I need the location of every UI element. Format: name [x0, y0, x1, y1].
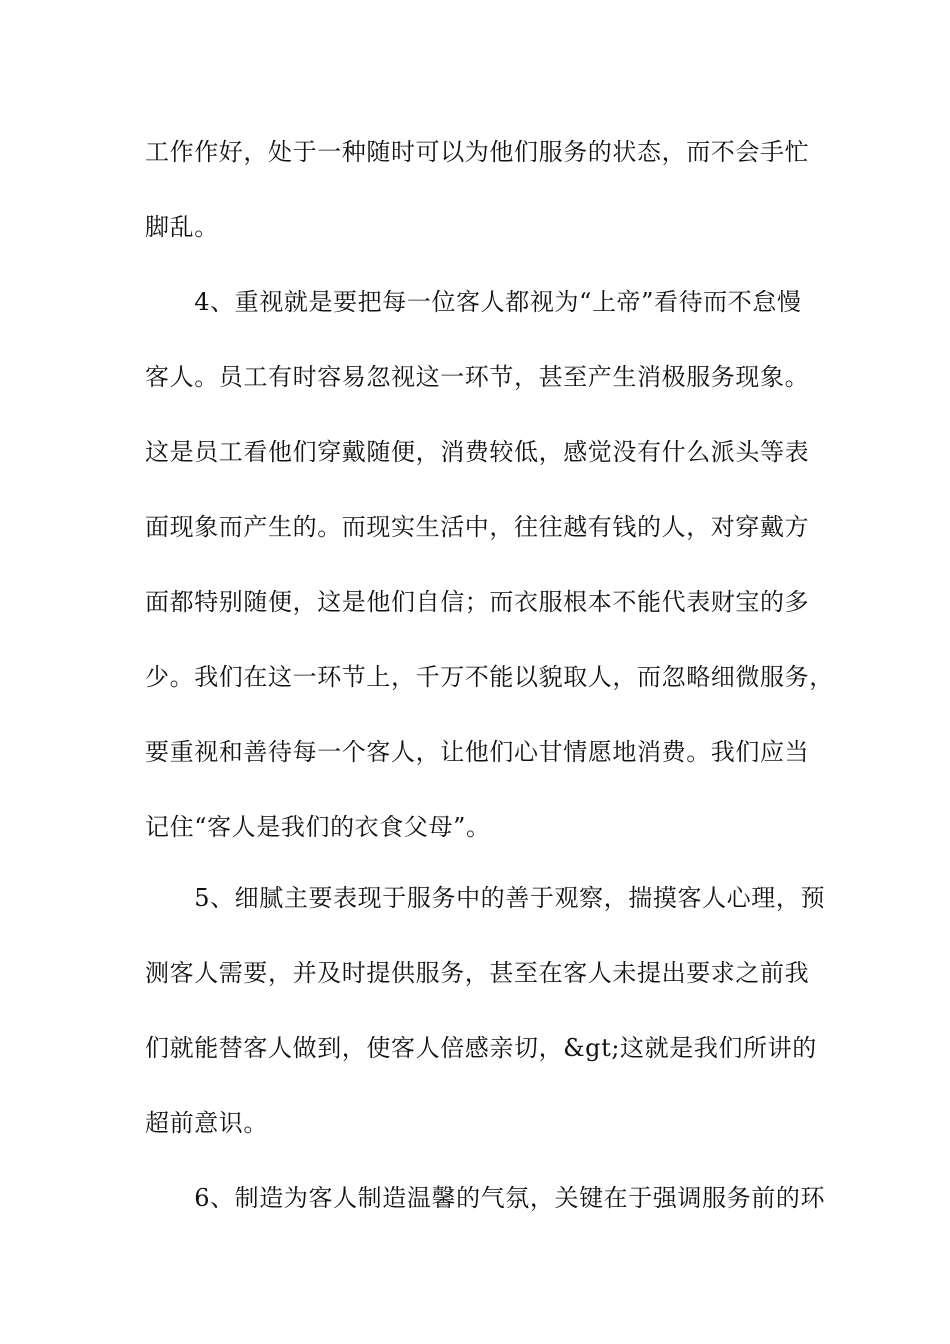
- text-line: 面现象而产生的。而现实生活中，往往越有钱的人，对穿戴方: [145, 513, 810, 541]
- text-line: 记住“客人是我们的衣食父母”。: [145, 813, 491, 841]
- text-line: 工作作好，处于一种随时可以为他们服务的状态，而不会手忙: [145, 138, 810, 166]
- text-line: 6、制造为客人制造温馨的气氛，关键在于强调服务前的环: [145, 1184, 826, 1212]
- text-line: 超前意识。: [145, 1109, 268, 1137]
- text-line: 这是员工看他们穿戴随便，消费较低，感觉没有什么派头等表: [145, 438, 810, 466]
- text-line: 要重视和善待每一个客人，让他们心甘情愿地消费。我们应当: [145, 738, 810, 766]
- text-line: 们就能替客人做到，使客人倍感亲切，&gt;这就是我们所讲的: [145, 1034, 817, 1062]
- text-line: 少。我们在这一环节上，千万不能以貌取人，而忽略细微服务，: [145, 663, 834, 691]
- text-line: 4、重视就是要把每一位客人都视为“上帝”看待而不怠慢: [145, 288, 802, 316]
- text-line: 5、细腻主要表现于服务中的善于观察，揣摸客人心理，预: [145, 884, 826, 912]
- text-line: 脚乱。: [145, 213, 219, 241]
- text-line: 客人。员工有时容易忽视这一环节，甚至产生消极服务现象。: [145, 363, 810, 391]
- text-line: 测客人需要，并及时提供服务，甚至在客人未提出要求之前我: [145, 959, 810, 987]
- text-line: 面都特别随便，这是他们自信；而衣服根本不能代表财宝的多: [145, 588, 810, 616]
